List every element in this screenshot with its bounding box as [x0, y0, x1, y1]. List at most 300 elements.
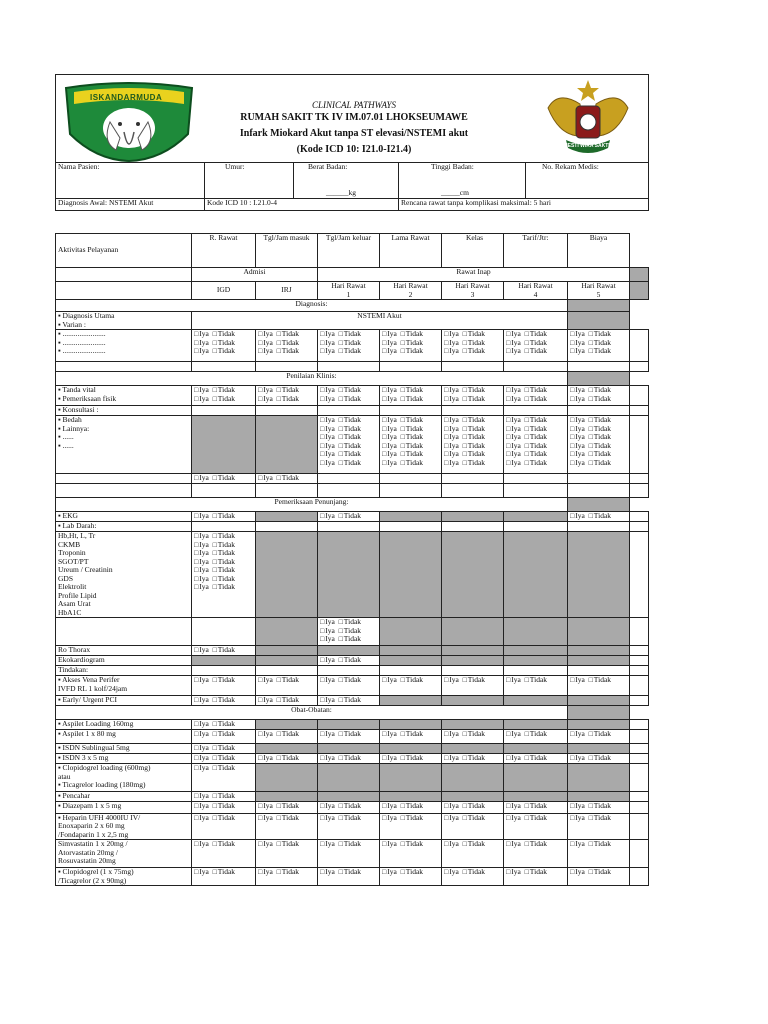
ya-checkbox[interactable]: □ Iya [320, 458, 335, 467]
tidak-checkbox[interactable]: □ Tidak [339, 441, 361, 450]
tidak-checkbox[interactable]: □ Tidak [339, 346, 361, 355]
tidak-checkbox[interactable]: □ Tidak [401, 676, 423, 685]
ya-checkbox[interactable]: □ Iya [320, 840, 335, 849]
ya-checkbox[interactable]: □ Iya [570, 730, 585, 739]
ya-checkbox[interactable]: □ Iya [320, 394, 335, 403]
tidak-checkbox[interactable]: □ Tidak [213, 840, 235, 849]
tidak-checkbox[interactable]: □ Tidak [339, 730, 361, 739]
ya-checkbox[interactable]: □ Iya [320, 801, 335, 810]
tidak-checkbox[interactable]: □ Tidak [463, 386, 485, 395]
check-cell[interactable] [318, 840, 380, 868]
check-cell[interactable] [504, 801, 568, 813]
ya-checkbox[interactable]: □ Iya [444, 868, 459, 877]
tidak-checkbox[interactable]: □ Tidak [401, 432, 423, 441]
check-cell[interactable] [318, 656, 380, 666]
tidak-checkbox[interactable]: □ Tidak [525, 394, 547, 403]
check-cell[interactable] [256, 868, 318, 886]
check-cell[interactable] [380, 801, 442, 813]
tidak-checkbox[interactable]: □ Tidak [589, 840, 611, 849]
tidak-checkbox[interactable]: □ Tidak [213, 346, 235, 355]
ya-checkbox[interactable]: □ Iya [444, 346, 459, 355]
tidak-checkbox[interactable]: □ Tidak [463, 346, 485, 355]
ya-checkbox[interactable]: □ Iya [382, 330, 397, 339]
tidak-checkbox[interactable]: □ Tidak [339, 512, 361, 521]
age-cell[interactable] [205, 163, 294, 199]
ya-checkbox[interactable]: □ Iya [444, 394, 459, 403]
tidak-checkbox[interactable]: □ Tidak [213, 532, 235, 541]
ya-checkbox[interactable]: □ Iya [320, 512, 335, 521]
ya-checkbox[interactable]: □ Iya [194, 744, 209, 753]
ya-checkbox[interactable]: □ Iya [570, 424, 585, 433]
ya-checkbox[interactable]: □ Iya [194, 792, 209, 801]
check-cell[interactable] [192, 532, 256, 618]
tidak-checkbox[interactable]: □ Tidak [589, 458, 611, 467]
tidak-checkbox[interactable]: □ Tidak [277, 730, 299, 739]
ya-checkbox[interactable]: □ Iya [258, 840, 273, 849]
tidak-checkbox[interactable]: □ Tidak [213, 330, 235, 339]
tidak-checkbox[interactable]: □ Tidak [525, 676, 547, 685]
tidak-checkbox[interactable]: □ Tidak [525, 730, 547, 739]
tidak-checkbox[interactable]: □ Tidak [525, 868, 547, 877]
ya-checkbox[interactable]: □ Iya [570, 840, 585, 849]
tidak-checkbox[interactable]: □ Tidak [401, 394, 423, 403]
check-cell[interactable] [504, 754, 568, 764]
tidak-checkbox[interactable]: □ Tidak [525, 432, 547, 441]
ya-checkbox[interactable]: □ Iya [320, 634, 335, 643]
check-cell[interactable] [568, 676, 630, 696]
check-cell[interactable] [318, 618, 380, 646]
ya-checkbox[interactable]: □ Iya [258, 754, 273, 763]
check-cell[interactable] [442, 330, 504, 362]
tidak-checkbox[interactable]: □ Tidak [401, 338, 423, 347]
check-cell[interactable] [192, 792, 256, 802]
ya-checkbox[interactable]: □ Iya [382, 338, 397, 347]
tidak-checkbox[interactable]: □ Tidak [401, 840, 423, 849]
tidak-checkbox[interactable]: □ Tidak [213, 792, 235, 801]
tidak-checkbox[interactable]: □ Tidak [401, 346, 423, 355]
ya-checkbox[interactable]: □ Iya [382, 730, 397, 739]
ya-checkbox[interactable]: □ Iya [320, 424, 335, 433]
tidak-checkbox[interactable]: □ Tidak [339, 330, 361, 339]
tidak-checkbox[interactable]: □ Tidak [339, 432, 361, 441]
check-cell[interactable] [568, 813, 630, 840]
check-cell[interactable] [256, 386, 318, 406]
tidak-checkbox[interactable]: □ Tidak [589, 416, 611, 425]
check-cell[interactable] [442, 801, 504, 813]
ya-checkbox[interactable]: □ Iya [382, 424, 397, 433]
ya-checkbox[interactable]: □ Iya [506, 330, 521, 339]
ya-checkbox[interactable]: □ Iya [194, 696, 209, 705]
check-cell[interactable] [504, 386, 568, 406]
ya-checkbox[interactable]: □ Iya [194, 565, 209, 574]
ya-checkbox[interactable]: □ Iya [444, 449, 459, 458]
ya-checkbox[interactable]: □ Iya [320, 416, 335, 425]
tidak-checkbox[interactable]: □ Tidak [277, 840, 299, 849]
check-cell[interactable] [442, 840, 504, 868]
check-cell[interactable] [192, 764, 256, 792]
tidak-checkbox[interactable]: □ Tidak [213, 386, 235, 395]
tidak-checkbox[interactable]: □ Tidak [213, 744, 235, 753]
tidak-checkbox[interactable]: □ Tidak [213, 801, 235, 810]
tidak-checkbox[interactable]: □ Tidak [463, 813, 485, 822]
tidak-checkbox[interactable]: □ Tidak [339, 868, 361, 877]
ya-checkbox[interactable]: □ Iya [444, 754, 459, 763]
check-cell[interactable] [380, 868, 442, 886]
tidak-checkbox[interactable]: □ Tidak [589, 386, 611, 395]
check-cell[interactable] [442, 868, 504, 886]
ya-checkbox[interactable]: □ Iya [320, 730, 335, 739]
ya-checkbox[interactable]: □ Iya [506, 458, 521, 467]
check-cell[interactable] [380, 840, 442, 868]
tidak-checkbox[interactable]: □ Tidak [589, 346, 611, 355]
ya-checkbox[interactable]: □ Iya [570, 868, 585, 877]
tidak-checkbox[interactable]: □ Tidak [339, 801, 361, 810]
ya-checkbox[interactable]: □ Iya [258, 330, 273, 339]
tidak-checkbox[interactable]: □ Tidak [401, 458, 423, 467]
tidak-checkbox[interactable]: □ Tidak [339, 618, 361, 627]
ya-checkbox[interactable]: □ Iya [194, 840, 209, 849]
ya-checkbox[interactable]: □ Iya [382, 394, 397, 403]
check-cell[interactable] [504, 840, 568, 868]
ya-checkbox[interactable]: □ Iya [444, 840, 459, 849]
check-cell[interactable] [192, 720, 256, 730]
tidak-checkbox[interactable]: □ Tidak [213, 474, 235, 483]
tidak-checkbox[interactable]: □ Tidak [213, 540, 235, 549]
tidak-checkbox[interactable]: □ Tidak [213, 813, 235, 822]
ya-checkbox[interactable]: □ Iya [506, 432, 521, 441]
tidak-checkbox[interactable]: □ Tidak [213, 565, 235, 574]
ya-checkbox[interactable]: □ Iya [320, 346, 335, 355]
tidak-checkbox[interactable]: □ Tidak [401, 330, 423, 339]
tidak-checkbox[interactable]: □ Tidak [463, 441, 485, 450]
ya-checkbox[interactable]: □ Iya [194, 720, 209, 729]
check-cell[interactable] [256, 754, 318, 764]
ya-checkbox[interactable]: □ Iya [320, 813, 335, 822]
ya-checkbox[interactable]: □ Iya [444, 441, 459, 450]
ya-checkbox[interactable]: □ Iya [194, 386, 209, 395]
tidak-checkbox[interactable]: □ Tidak [401, 754, 423, 763]
tidak-checkbox[interactable]: □ Tidak [463, 458, 485, 467]
ya-checkbox[interactable]: □ Iya [570, 801, 585, 810]
ya-checkbox[interactable]: □ Iya [506, 441, 521, 450]
tidak-checkbox[interactable]: □ Tidak [401, 813, 423, 822]
check-cell[interactable] [318, 730, 380, 744]
ya-checkbox[interactable]: □ Iya [194, 346, 209, 355]
ya-checkbox[interactable]: □ Iya [258, 338, 273, 347]
tidak-checkbox[interactable]: □ Tidak [463, 330, 485, 339]
ya-checkbox[interactable]: □ Iya [194, 574, 209, 583]
check-cell[interactable] [318, 330, 380, 362]
tidak-checkbox[interactable]: □ Tidak [589, 338, 611, 347]
tidak-checkbox[interactable]: □ Tidak [401, 801, 423, 810]
tidak-checkbox[interactable]: □ Tidak [339, 424, 361, 433]
check-cell[interactable] [192, 330, 256, 362]
tidak-checkbox[interactable]: □ Tidak [463, 868, 485, 877]
tidak-checkbox[interactable]: □ Tidak [463, 801, 485, 810]
ya-checkbox[interactable]: □ Iya [320, 449, 335, 458]
check-cell[interactable] [256, 696, 318, 706]
check-cell[interactable] [192, 840, 256, 868]
ya-checkbox[interactable]: □ Iya [382, 416, 397, 425]
ya-checkbox[interactable]: □ Iya [506, 338, 521, 347]
check-cell[interactable] [192, 696, 256, 706]
ya-checkbox[interactable]: □ Iya [570, 458, 585, 467]
ya-checkbox[interactable]: □ Iya [258, 868, 273, 877]
check-cell[interactable] [504, 416, 568, 474]
ya-checkbox[interactable]: □ Iya [382, 840, 397, 849]
tidak-checkbox[interactable]: □ Tidak [213, 338, 235, 347]
check-cell[interactable] [192, 801, 256, 813]
ya-checkbox[interactable]: □ Iya [194, 868, 209, 877]
tidak-checkbox[interactable]: □ Tidak [213, 574, 235, 583]
tidak-checkbox[interactable]: □ Tidak [339, 449, 361, 458]
ya-checkbox[interactable]: □ Iya [506, 424, 521, 433]
weight-cell[interactable] [294, 163, 399, 199]
tidak-checkbox[interactable]: □ Tidak [277, 394, 299, 403]
ya-checkbox[interactable]: □ Iya [506, 394, 521, 403]
tidak-checkbox[interactable]: □ Tidak [339, 458, 361, 467]
tidak-checkbox[interactable]: □ Tidak [213, 696, 235, 705]
ya-checkbox[interactable]: □ Iya [570, 394, 585, 403]
ya-checkbox[interactable]: □ Iya [194, 512, 209, 521]
ya-checkbox[interactable]: □ Iya [444, 813, 459, 822]
ya-checkbox[interactable]: □ Iya [194, 730, 209, 739]
tidak-checkbox[interactable]: □ Tidak [213, 720, 235, 729]
ya-checkbox[interactable]: □ Iya [258, 730, 273, 739]
ya-checkbox[interactable]: □ Iya [570, 512, 585, 521]
tidak-checkbox[interactable]: □ Tidak [213, 754, 235, 763]
tidak-checkbox[interactable]: □ Tidak [463, 416, 485, 425]
ya-checkbox[interactable]: □ Iya [570, 813, 585, 822]
ya-checkbox[interactable]: □ Iya [382, 441, 397, 450]
ya-checkbox[interactable]: □ Iya [320, 338, 335, 347]
tidak-checkbox[interactable]: □ Tidak [213, 557, 235, 566]
tidak-checkbox[interactable]: □ Tidak [213, 764, 235, 773]
ya-checkbox[interactable]: □ Iya [194, 532, 209, 541]
tidak-checkbox[interactable]: □ Tidak [589, 801, 611, 810]
tidak-checkbox[interactable]: □ Tidak [589, 432, 611, 441]
ya-checkbox[interactable]: □ Iya [570, 676, 585, 685]
tidak-checkbox[interactable]: □ Tidak [339, 840, 361, 849]
check-cell[interactable] [442, 386, 504, 406]
tidak-checkbox[interactable]: □ Tidak [213, 548, 235, 557]
check-cell[interactable] [568, 330, 630, 362]
tidak-checkbox[interactable]: □ Tidak [589, 330, 611, 339]
tidak-checkbox[interactable]: □ Tidak [339, 696, 361, 705]
check-cell[interactable] [192, 744, 256, 754]
medical-record-cell[interactable] [526, 163, 649, 199]
check-cell[interactable] [256, 474, 318, 484]
ya-checkbox[interactable]: □ Iya [506, 754, 521, 763]
check-cell[interactable] [192, 386, 256, 406]
check-cell[interactable] [442, 416, 504, 474]
tidak-checkbox[interactable]: □ Tidak [213, 582, 235, 591]
ya-checkbox[interactable]: □ Iya [570, 416, 585, 425]
check-cell[interactable] [256, 801, 318, 813]
tidak-checkbox[interactable]: □ Tidak [277, 754, 299, 763]
ya-checkbox[interactable]: □ Iya [320, 441, 335, 450]
tidak-checkbox[interactable]: □ Tidak [401, 449, 423, 458]
check-cell[interactable] [568, 386, 630, 406]
tidak-checkbox[interactable]: □ Tidak [589, 441, 611, 450]
tidak-checkbox[interactable]: □ Tidak [277, 386, 299, 395]
tidak-checkbox[interactable]: □ Tidak [525, 386, 547, 395]
ya-checkbox[interactable]: □ Iya [194, 764, 209, 773]
tidak-checkbox[interactable]: □ Tidak [589, 424, 611, 433]
tidak-checkbox[interactable]: □ Tidak [339, 813, 361, 822]
tidak-checkbox[interactable]: □ Tidak [463, 394, 485, 403]
tidak-checkbox[interactable]: □ Tidak [277, 868, 299, 877]
check-cell[interactable] [256, 330, 318, 362]
check-cell[interactable] [192, 676, 256, 696]
ya-checkbox[interactable]: □ Iya [320, 696, 335, 705]
check-cell[interactable] [504, 813, 568, 840]
tidak-checkbox[interactable]: □ Tidak [525, 441, 547, 450]
ya-checkbox[interactable]: □ Iya [320, 626, 335, 635]
tidak-checkbox[interactable]: □ Tidak [589, 512, 611, 521]
check-cell[interactable] [318, 696, 380, 706]
ya-checkbox[interactable]: □ Iya [506, 416, 521, 425]
check-cell[interactable] [318, 813, 380, 840]
ya-checkbox[interactable]: □ Iya [506, 346, 521, 355]
check-cell[interactable] [380, 416, 442, 474]
tidak-checkbox[interactable]: □ Tidak [525, 338, 547, 347]
tidak-checkbox[interactable]: □ Tidak [213, 394, 235, 403]
ya-checkbox[interactable]: □ Iya [382, 386, 397, 395]
check-cell[interactable] [568, 868, 630, 886]
tidak-checkbox[interactable]: □ Tidak [401, 868, 423, 877]
ya-checkbox[interactable]: □ Iya [258, 474, 273, 483]
check-cell[interactable] [192, 813, 256, 840]
ya-checkbox[interactable]: □ Iya [320, 618, 335, 627]
check-cell[interactable] [380, 813, 442, 840]
patient-name-cell[interactable] [56, 163, 205, 199]
check-cell[interactable] [256, 676, 318, 696]
check-cell[interactable] [256, 840, 318, 868]
tidak-checkbox[interactable]: □ Tidak [463, 449, 485, 458]
check-cell[interactable] [256, 813, 318, 840]
check-cell[interactable] [568, 840, 630, 868]
ya-checkbox[interactable]: □ Iya [320, 676, 335, 685]
ya-checkbox[interactable]: □ Iya [570, 330, 585, 339]
ya-checkbox[interactable]: □ Iya [194, 540, 209, 549]
check-cell[interactable] [442, 813, 504, 840]
tidak-checkbox[interactable]: □ Tidak [463, 338, 485, 347]
tidak-checkbox[interactable]: □ Tidak [213, 730, 235, 739]
ya-checkbox[interactable]: □ Iya [194, 474, 209, 483]
tidak-checkbox[interactable]: □ Tidak [401, 441, 423, 450]
check-cell[interactable] [192, 474, 256, 484]
ya-checkbox[interactable]: □ Iya [444, 801, 459, 810]
check-cell[interactable] [504, 868, 568, 886]
check-cell[interactable] [568, 730, 630, 744]
check-cell[interactable] [442, 754, 504, 764]
check-cell[interactable] [318, 416, 380, 474]
ya-checkbox[interactable]: □ Iya [506, 676, 521, 685]
check-cell[interactable] [192, 646, 256, 656]
ya-checkbox[interactable]: □ Iya [194, 676, 209, 685]
tidak-checkbox[interactable]: □ Tidak [277, 676, 299, 685]
tidak-checkbox[interactable]: □ Tidak [401, 730, 423, 739]
ya-checkbox[interactable]: □ Iya [194, 801, 209, 810]
ya-checkbox[interactable]: □ Iya [382, 868, 397, 877]
tidak-checkbox[interactable]: □ Tidak [589, 868, 611, 877]
tidak-checkbox[interactable]: □ Tidak [339, 626, 361, 635]
tidak-checkbox[interactable]: □ Tidak [525, 458, 547, 467]
tidak-checkbox[interactable]: □ Tidak [339, 386, 361, 395]
tidak-checkbox[interactable]: □ Tidak [589, 449, 611, 458]
ya-checkbox[interactable]: □ Iya [506, 386, 521, 395]
tidak-checkbox[interactable]: □ Tidak [277, 346, 299, 355]
check-cell[interactable] [318, 676, 380, 696]
ya-checkbox[interactable]: □ Iya [506, 730, 521, 739]
tidak-checkbox[interactable]: □ Tidak [401, 424, 423, 433]
tidak-checkbox[interactable]: □ Tidak [525, 346, 547, 355]
tidak-checkbox[interactable]: □ Tidak [525, 416, 547, 425]
tidak-checkbox[interactable]: □ Tidak [277, 474, 299, 483]
ya-checkbox[interactable]: □ Iya [570, 754, 585, 763]
ya-checkbox[interactable]: □ Iya [194, 394, 209, 403]
tidak-checkbox[interactable]: □ Tidak [277, 801, 299, 810]
tidak-checkbox[interactable]: □ Tidak [463, 424, 485, 433]
ya-checkbox[interactable]: □ Iya [444, 330, 459, 339]
ya-checkbox[interactable]: □ Iya [194, 754, 209, 763]
check-cell[interactable] [318, 868, 380, 886]
check-cell[interactable] [318, 512, 380, 522]
ya-checkbox[interactable]: □ Iya [506, 449, 521, 458]
height-cell[interactable] [399, 163, 526, 199]
tidak-checkbox[interactable]: □ Tidak [589, 813, 611, 822]
ya-checkbox[interactable]: □ Iya [506, 801, 521, 810]
ya-checkbox[interactable]: □ Iya [570, 346, 585, 355]
ya-checkbox[interactable]: □ Iya [382, 346, 397, 355]
tidak-checkbox[interactable]: □ Tidak [463, 730, 485, 739]
ya-checkbox[interactable]: □ Iya [444, 676, 459, 685]
ya-checkbox[interactable]: □ Iya [444, 730, 459, 739]
tidak-checkbox[interactable]: □ Tidak [463, 754, 485, 763]
ya-checkbox[interactable]: □ Iya [444, 458, 459, 467]
tidak-checkbox[interactable]: □ Tidak [213, 676, 235, 685]
ya-checkbox[interactable]: □ Iya [194, 548, 209, 557]
ya-checkbox[interactable]: □ Iya [382, 676, 397, 685]
check-cell[interactable] [380, 754, 442, 764]
ya-checkbox[interactable]: □ Iya [444, 424, 459, 433]
ya-checkbox[interactable]: □ Iya [194, 557, 209, 566]
check-cell[interactable] [318, 801, 380, 813]
check-cell[interactable] [504, 676, 568, 696]
ya-checkbox[interactable]: □ Iya [506, 840, 521, 849]
tidak-checkbox[interactable]: □ Tidak [277, 330, 299, 339]
tidak-checkbox[interactable]: □ Tidak [589, 754, 611, 763]
check-cell[interactable] [380, 330, 442, 362]
ya-checkbox[interactable]: □ Iya [382, 801, 397, 810]
ya-checkbox[interactable]: □ Iya [570, 386, 585, 395]
ya-checkbox[interactable]: □ Iya [194, 330, 209, 339]
ya-checkbox[interactable]: □ Iya [506, 868, 521, 877]
ya-checkbox[interactable]: □ Iya [444, 338, 459, 347]
tidak-checkbox[interactable]: □ Tidak [277, 696, 299, 705]
tidak-checkbox[interactable]: □ Tidak [277, 813, 299, 822]
tidak-checkbox[interactable]: □ Tidak [589, 394, 611, 403]
tidak-checkbox[interactable]: □ Tidak [589, 730, 611, 739]
check-cell[interactable] [380, 730, 442, 744]
ya-checkbox[interactable]: □ Iya [382, 458, 397, 467]
tidak-checkbox[interactable]: □ Tidak [525, 754, 547, 763]
check-cell[interactable] [380, 386, 442, 406]
tidak-checkbox[interactable]: □ Tidak [463, 840, 485, 849]
tidak-checkbox[interactable]: □ Tidak [277, 338, 299, 347]
ya-checkbox[interactable]: □ Iya [570, 432, 585, 441]
